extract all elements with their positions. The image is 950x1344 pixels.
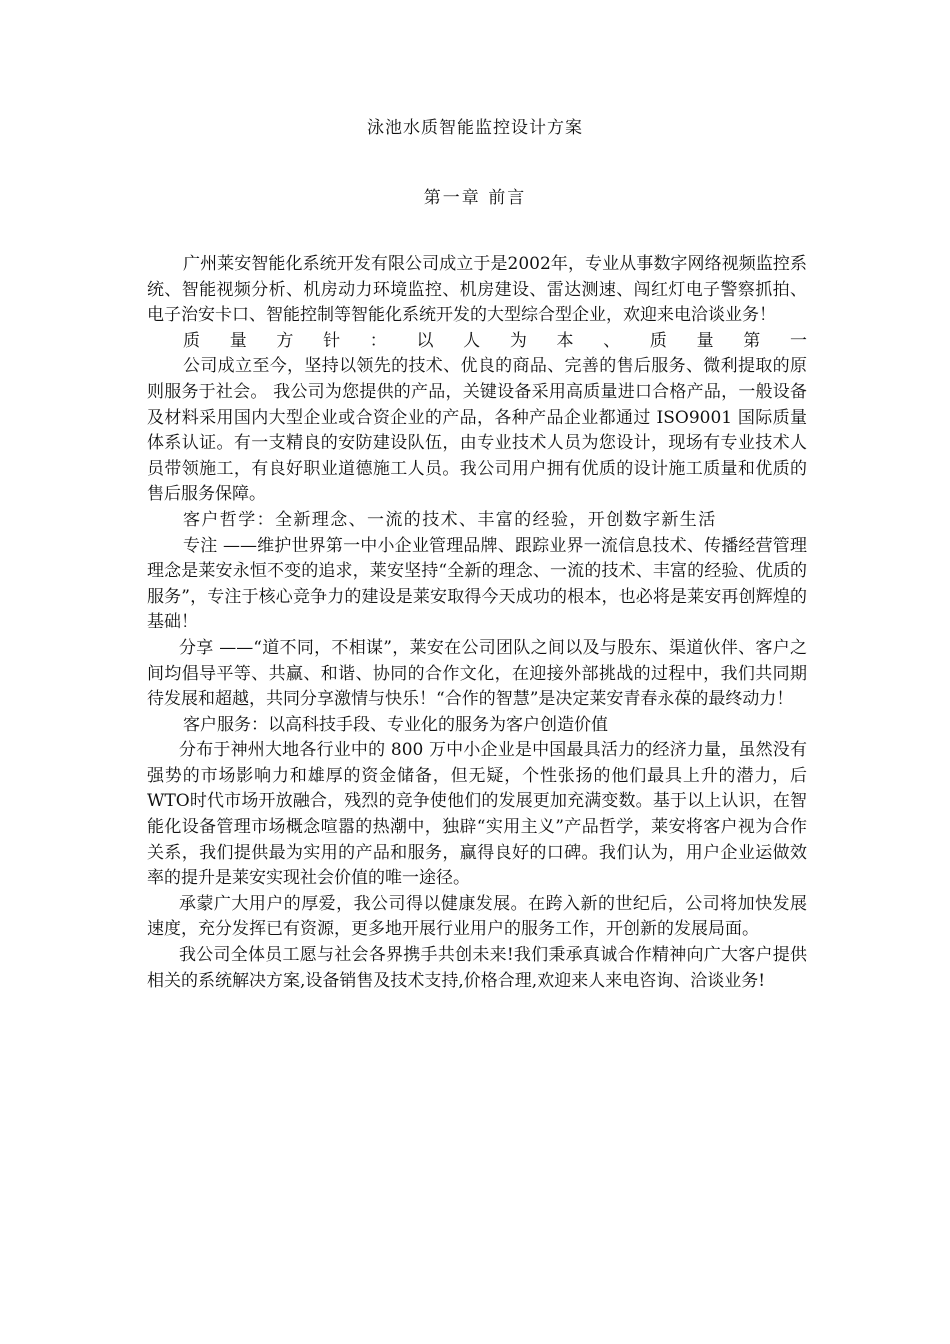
share-paragraph: 分享 ——“道不同，不相谋”，莱安在公司团队之间以及与股东、渠道伙伴、客户之间均倡导平等、共赢、和谐、协同的合作文化，在迎接外部挑战的过程中，我们共同期待发展和超越，共同分享激情与快乐！“合作的智慧”是决定莱安青春永葆的最终动力！ (147, 637, 807, 710)
customer-service-heading: 客户服务：以高科技手段、专业化的服务为客户创造价值 (183, 714, 608, 735)
heading-char: 质 (649, 330, 667, 351)
heading-char: 量 (696, 330, 714, 351)
heading-char: 以 (416, 330, 434, 351)
heading-char: 、 (603, 330, 621, 351)
document-body (147, 252, 807, 994)
heading-char: 一 (789, 330, 807, 351)
heading-char: 为 (509, 330, 527, 351)
quality-policy-paragraph: 公司成立至今，坚持以领先的技术、优良的商品、完善的售后服务、微利提取的原则服务于社会。 我公司为您提供的产品，关键设备采用高质量进口合格产品，一般设备及材料采用国内大型企业或合资企业的产品，各种产品企业都通过 ISO9001 国际质量体系认证。有一支精良的安防建设队伍，由专业技术人员为您设计，现场有专业技术人员带领施工，有良好职业道德施工人员。我公司用户拥有优质的设计施工质量和优质的售后服务保障。 (147, 356, 807, 505)
chapter-title: 第一章 前言 (423, 188, 527, 208)
heading-char: 质 (183, 330, 200, 351)
closing-paragraph: 我公司全体员工愿与社会各界携手共创未来!我们秉承真诚合作精神向广大客户提供相关的系统解决方案,设备销售及技术支持,价格合理,欢迎来人来电咨询、洽谈业务! (147, 945, 807, 991)
heading-char: 针 (323, 330, 341, 351)
heading-char: 本 (556, 330, 574, 351)
heading-char: ： (369, 330, 387, 351)
customer-philosophy-heading: 客户哲学：全新理念、一流的技术、丰富的经验，开创数字新生活 (183, 509, 717, 530)
quality-policy-heading (147, 329, 807, 355)
heading-char: 方 (276, 330, 294, 351)
focus-paragraph: 专注 ——维护世界第一中小企业管理品牌、跟踪业界一流信息技术、传播经营管理理念是莱安永恒不变的追求，莱安坚持“全新的理念、一流的技术、丰富的经验、优质的服务”，专注于核心竞争力的建设是莱安取得今天成功的根本，也必将是莱安再创辉煌的基础！ (147, 535, 807, 633)
heading-char: 第 (743, 330, 761, 351)
intro-paragraph: 广州莱安智能化系统开发有限公司成立于是2002年，专业从事数字网络视频监控系统、智能视频分析、机房动力环境监控、机房建设、雷达测速、闯红灯电子警察抓拍、电子治安卡口、智能控制等智能化系统开发的大型综合型企业，欢迎来电洽谈业务！ (147, 254, 807, 326)
document-title: 泳池水质智能监控设计方案 (367, 118, 583, 138)
heading-char: 人 (463, 330, 481, 351)
heading-char: 量 (229, 330, 247, 351)
smb-paragraph: 分布于神州大地各行业中的 800 万中小企业是中国最具活力的经济力量，虽然没有强势的市场影响力和雄厚的资金储备，但无疑，个性张扬的他们最具上升的潜力，后WTO时代市场开放融合，残烈的竞争使他们的发展更加充满变数。基于以上认识，在智能化设备管理市场概念喧嚣的热潮中，独辟“实用主义”产品哲学，莱安将客户视为合作关系，我们提供最为实用的产品和服务，赢得良好的口碑。我们认为，用户企业运做效率的提升是莱安实现社会价值的唯一途径。 (147, 740, 807, 889)
growth-paragraph: 承蒙广大用户的厚爱，我公司得以健康发展。在跨入新的世纪后，公司将加快发展速度，充分发挥已有资源，更多地开展行业用户的服务工作，开创新的发展局面。 (147, 893, 807, 940)
